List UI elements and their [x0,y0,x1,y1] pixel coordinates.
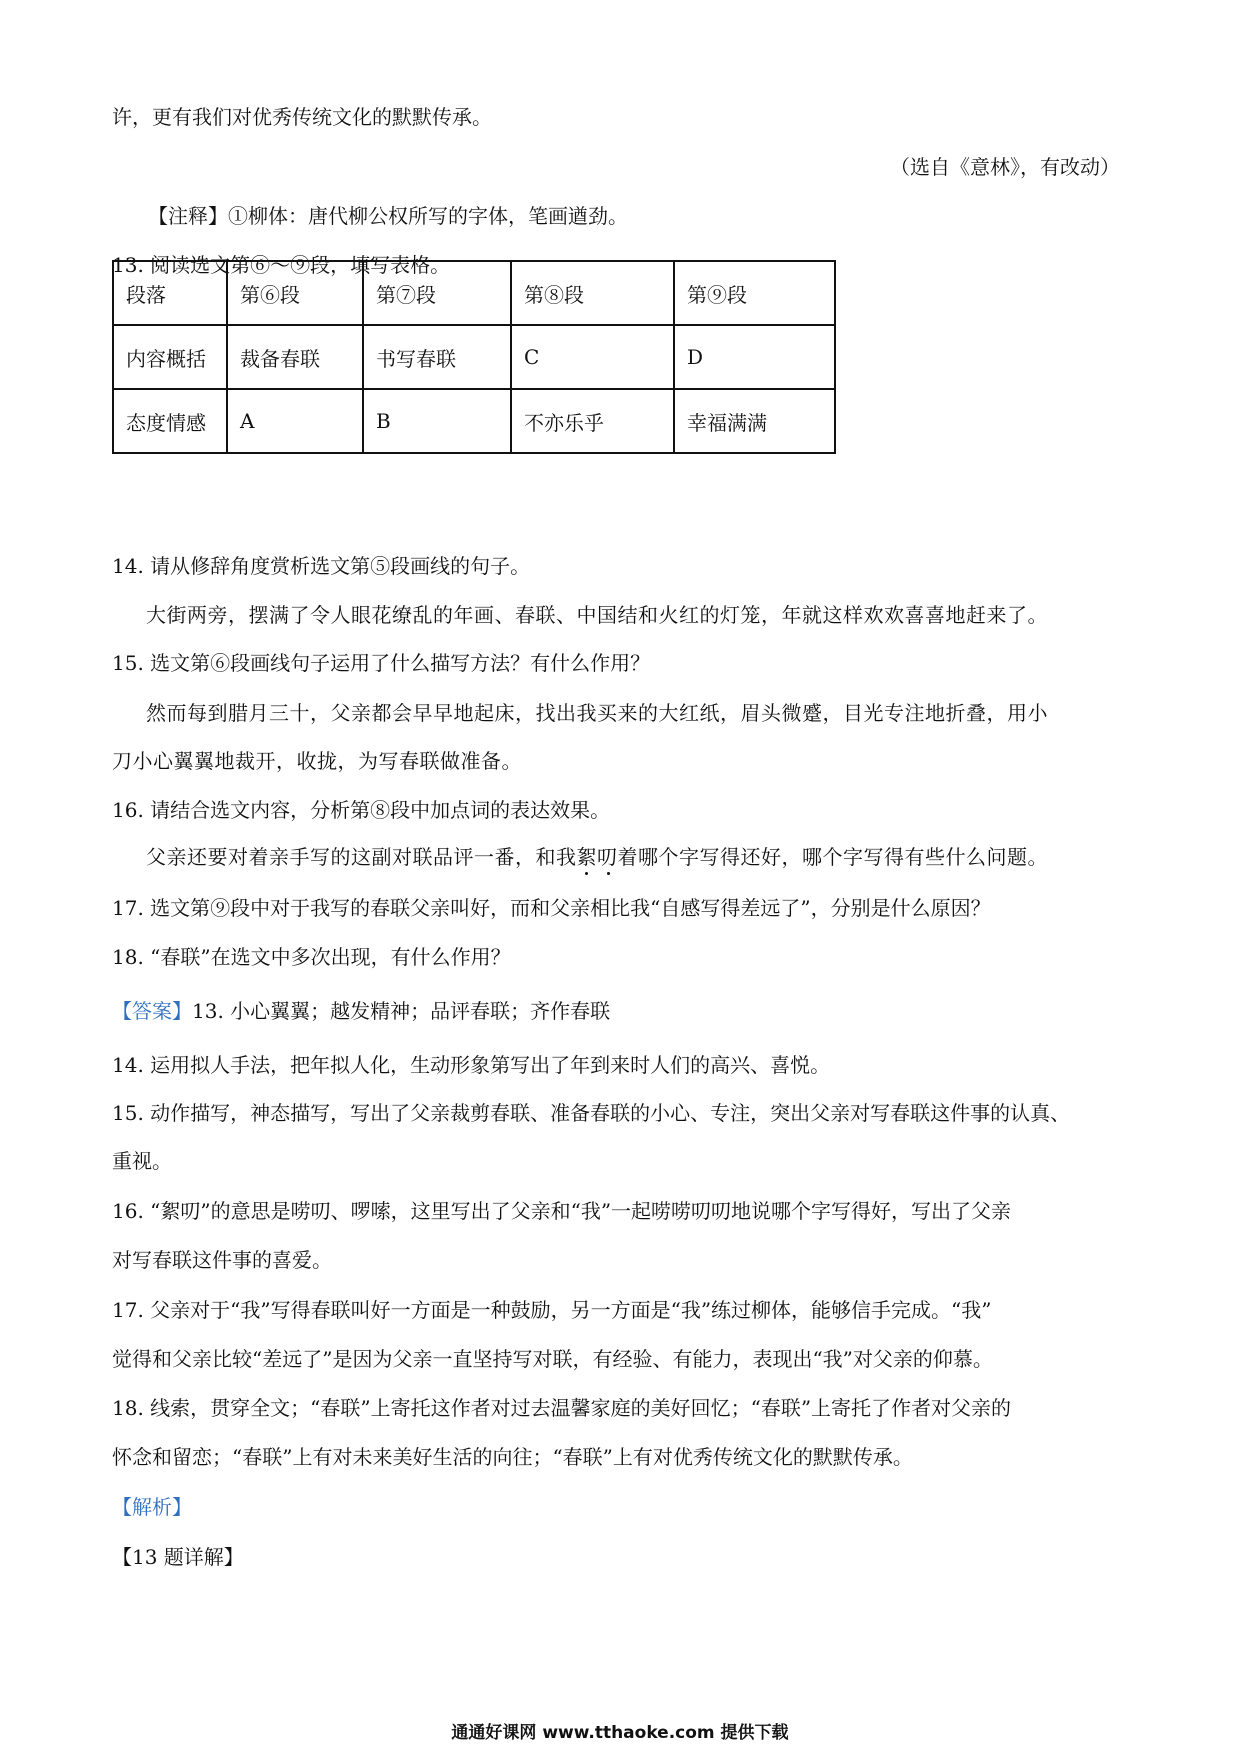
table-cell: 幸福满满 [674,389,835,453]
table-cell: 态度情感 [113,389,227,453]
emphasis-dot [585,872,588,875]
table-cell: A [227,389,363,453]
table-cell: D [674,325,835,389]
q16-quote [146,842,1048,872]
table-row [113,261,835,325]
answer-18-line-1: 18. 线索，贯穿全文；“春联”上寄托这作者对过去温馨家庭的美好回忆；“春联”上寄托了作者对父亲的 [112,1396,1012,1420]
q13-table [112,260,836,454]
table-cell: C [511,325,674,389]
answer-17-line-2: 觉得和父亲比较“差远了”是因为父亲一直坚持写对联，有经验、有能力，表现出“我”对父亲的仰慕。 [112,1347,993,1371]
q16-quote-after: 着哪个字写得还好，哪个字写得有些什么问题。 [617,845,1048,869]
answer-tag: 【答案】 [112,999,192,1023]
table-row [113,325,835,389]
answer-14: 14. 运用拟人手法，把年拟人化，生动形象第写出了年到来时人们的高兴、喜悦。 [112,1053,831,1077]
emphasis-dot [607,872,610,875]
table-cell: 不亦乐乎 [511,389,674,453]
table-cell: 第⑨段 [674,261,835,325]
passage-note: 【注释】①柳体：唐代柳公权所写的字体，笔画遒劲。 [148,204,628,228]
table-cell: 第⑧段 [511,261,674,325]
table-cell: 第⑥段 [227,261,363,325]
table-cell: 段落 [113,261,227,325]
answer-18-line-2: 怀念和留恋；“春联”上有对未来美好生活的向往；“春联”上有对优秀传统文化的默默传承。 [112,1445,913,1469]
q16-prompt: 16. 请结合选文内容，分析第⑧段中加点词的表达效果。 [112,798,611,822]
table-cell: B [363,389,511,453]
table-row [113,389,835,453]
table-cell: 书写春联 [363,325,511,389]
answer-13: 13. 小心翼翼；越发精神；品评春联；齐作春联 [192,999,611,1023]
analysis-tag: 【解析】 [112,1495,192,1519]
analysis-subheading: 【13 题详解】 [112,1545,244,1569]
answer-16-line-1: 16. “絮叨”的意思是唠叨、啰嗦，这里写出了父亲和“我”一起唠唠叨叨地说哪个字写得好，写出了父亲 [112,1199,1012,1223]
answer-16-line-2: 对写春联这件事的喜爱。 [112,1248,332,1272]
q13-prompt: 13. 阅读选文第⑥～⑨段，填写表格。 [112,253,451,277]
q16-quote-before: 父亲还要对着亲手写的这副对联品评一番，和我 [146,845,577,869]
answer-15-line-1: 15. 动作描写，神态描写，写出了父亲裁剪春联、准备春联的小心、专注，突出父亲对写春联这件事的认真、 [112,1101,1071,1125]
table-cell: 裁备春联 [227,325,363,389]
table-cell: 内容概括 [113,325,227,389]
q17-prompt: 17. 选文第⑨段中对于我写的春联父亲叫好，而和父亲相比我“自感写得差远了”，分别是什么原因？ [112,896,991,920]
q18-prompt: 18. “春联”在选文中多次出现，有什么作用？ [112,945,511,969]
passage-tail-line: 许，更有我们对优秀传统文化的默默传承。 [112,105,492,129]
answer-17-line-1: 17. 父亲对于“我”写得春联叫好一方面是一种鼓励，另一方面是“我”练过柳体，能够信手完成。“我” [112,1298,992,1322]
q16-dotted-text: 絮叨 [576,845,618,869]
passage-source: （选自《意林》，有改动） [890,155,1120,179]
footer-text: 通通好课网 www.tthaoke.com 提供下载 [451,1723,789,1743]
table-cell: 第⑦段 [363,261,511,325]
q14-prompt: 14. 请从修辞角度赏析选文第⑤段画线的句子。 [112,554,531,578]
q14-quote: 大街两旁，摆满了令人眼花缭乱的年画、春联、中国结和火红的灯笼，年就这样欢欢喜喜地赶来了。 [146,603,1048,627]
q15-prompt: 15. 选文第⑥段画线句子运用了什么描写方法？有什么作用？ [112,651,651,675]
answer-13-line [112,996,610,1026]
q15-quote-line-2: 刀小心翼翼地裁开，收拢，为写春联做准备。 [112,749,522,773]
answer-15-line-2: 重视。 [112,1149,172,1173]
q15-quote-line-1: 然而每到腊月三十，父亲都会早早地起床，找出我买来的大红纸，眉头微蹙，目光专注地折叠，用小 [146,701,1048,725]
q16-dotted-word [577,845,618,869]
